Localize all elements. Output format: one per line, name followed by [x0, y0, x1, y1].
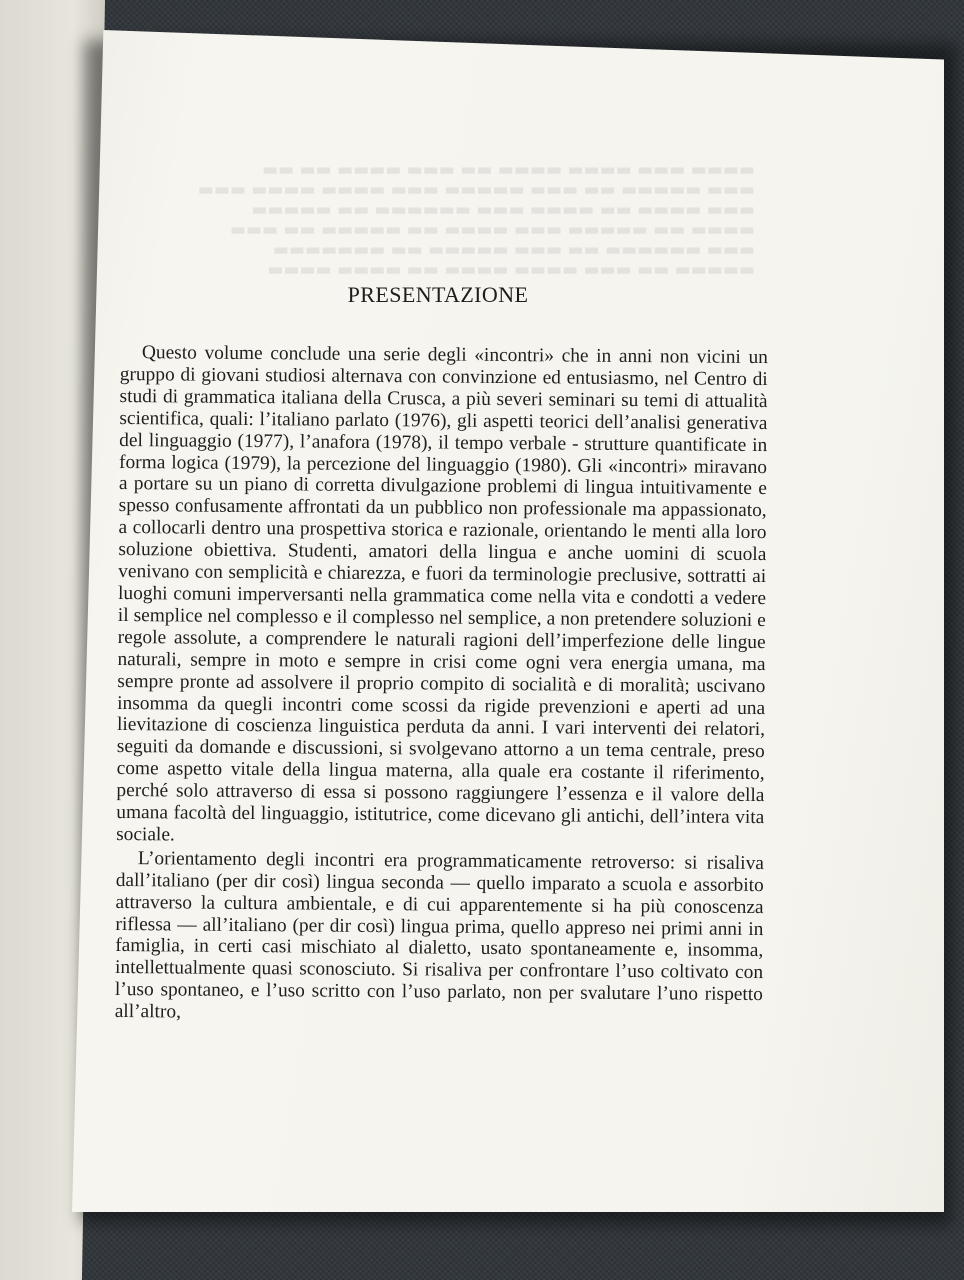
page-title: PRESENTAZIONE — [347, 282, 529, 307]
body-text — [115, 342, 768, 1028]
paragraph-2: L’orientamento degli incontri era programmaticamente retroverso: si risaliva dall’italiano (per dir così) lingua seconda — quello imparato a scuola e assorbito attraverso la cultura ambientale, e di cui apparentemente si ha più conoscenza riflessa — all’italiano (per dir così) lingua prima, quello appreso nei primi anni in famiglia, in certi casi mischiato al dialetto, usato spontaneamente e, insomma, intellettualmente quasi sconosciuto. Si risaliva per confrontare l’uso coltivato con l’uso spontaneo, e l’uso scritto con l’uso parlato, non per svalutare l’uno rispetto all’altro, — [114, 848, 765, 1023]
show-through-text: ▬▬▬▬ ▬▬▬ ▬▬▬▬ ▬▬▬▬ ▬▬ ▬▬▬ ▬▬▬▬ ▬▬ ▬▬ ▬▬▬ ▬▬▬▬▬ ▬▬ ▬▬▬ ▬▬▬▬▬ ▬▬▬ ▬▬▬▬ ▬▬▬▬ ▬▬▬ ▬▬▬ ▬▬▬▬ ▬▬ ▬▬▬▬ ▬▬▬ ▬▬▬▬▬▬ ▬▬ ▬▬▬▬▬ ▬▬▬▬ ▬▬ ▬▬▬▬▬ ▬▬▬ ▬▬▬▬ ▬▬ ▬▬▬▬▬ ▬▬ ▬▬▬ ▬▬▬ ▬▬▬▬▬▬ ▬▬ ▬▬▬ ▬▬▬▬▬ ▬▬ ▬▬▬▬▬▬▬ ▬▬▬▬▬ ▬▬ ▬▬▬ ▬▬▬▬ ▬▬▬▬ ▬▬ ▬▬▬▬ ▬▬▬▬ — [197, 160, 755, 280]
paragraph-1: Questo volume conclude una serie degli «incontri» che in anni non vicini un gruppo di giovani studiosi alternava con convinzione ed entusiasmo, nel Centro di studi di grammatica italiana della Crusca, a più severi seminari su temi di attualità scientifica, quali: l’italiano parlato (1976), gli aspetti teorici dell’analisi generativa del linguaggio (1977), l’anafora (1978), il tempo verbale - strutture quantificate in forma logica (1979), la percezione del linguaggio (1980). Gli «incontri» miravano a portare su un piano di corretta divulgazione problemi di lingua intuitivamente e spesso confusamente affrontati da un pubblico non professionale ma appassionato, a collocarli dentro una prospettiva storica e razionale, orientando le menti alla loro soluzione obiettiva. Studenti, amatori della lingua e anche uomini di scuola venivano con semplicità e chiarezza, e fuori da terminologie preclusive, sottratti ai luoghi comuni imperversanti nella grammatica come nella vita e condotti a vedere il semplice nel complesso e il complesso nel semplice, a non pretendere soluzioni e regole assolute, a comprendere le naturali ragioni dell’imperfezione delle lingue naturali, sempre in moto e sempre in crisi come ogni vera energia umana, ma sempre pronte ad assolvere il proprio compito di socialità e di moralità; uscivano insomma da quegli incontri come scossi da rigide prevenzioni e aperti ad una lievitazione di coscienza linguistica perduta da anni. I vari interventi dei relatori, seguiti da domande e discussioni, si svolgevano attorno a un tema centrale, preso come aspetto vitale della lingua materna, alla quale era costante il riferimento, perché solo attraverso di essa si possono raggiungere l’essenza e il valore della umana facoltà del linguaggio, istitutrice, come dicevano gli antichi, dell’intera vita sociale. — [116, 342, 768, 846]
